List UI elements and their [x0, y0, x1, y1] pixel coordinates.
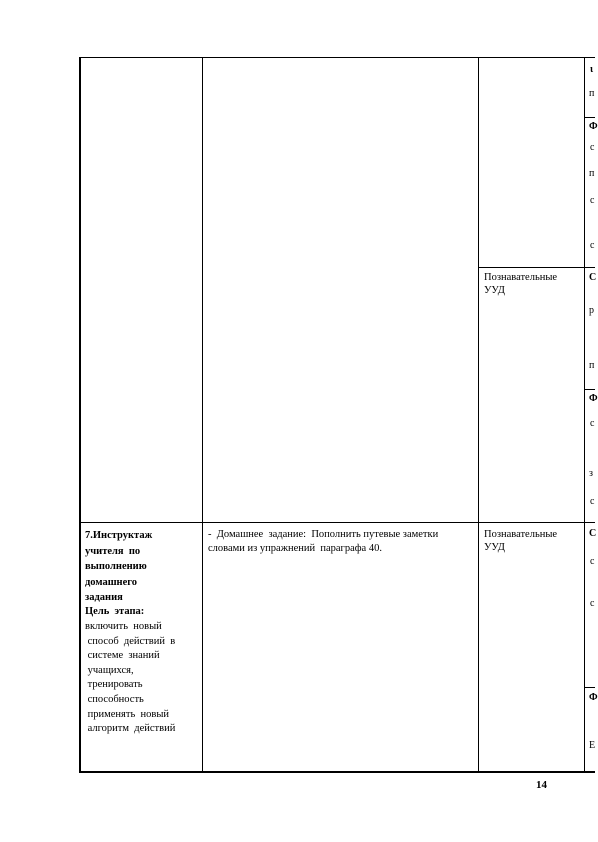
goal-text: включить новый способ действий в системе знаний учащихся, тренировать способность применять новый алгоритм действий: [85, 621, 176, 735]
cell-divider-col4-b: [584, 389, 595, 390]
goal-label: Цель этапа:: [85, 606, 145, 617]
col4-fragment: с: [590, 195, 595, 206]
col4-fragment: Ф: [589, 121, 598, 132]
stage-title: 7.Инструктаж учителя по выполнению домашнего задания: [85, 530, 153, 603]
row-divider-stage7: [79, 522, 595, 523]
column-divider-1: [202, 57, 203, 772]
col4-fragment: Ф: [589, 692, 598, 703]
cell-divider-col3: [478, 267, 595, 268]
col4-fragment: с: [590, 598, 595, 609]
table-border-top: [79, 57, 595, 58]
col4-fragment: Е: [589, 740, 596, 751]
col4-fragment: С: [589, 528, 597, 539]
col4-fragment: с: [590, 496, 595, 507]
cell-divider-col4-c: [584, 687, 595, 688]
col4-fragment: р: [589, 305, 594, 316]
col4-fragment: с: [590, 240, 595, 251]
column-divider-2: [478, 57, 479, 772]
col4-fragment: с: [590, 142, 595, 153]
teacher-activity-text: - Домашнее задание: Пополнить путевые заметки словами из упражнений параграфа 40.: [208, 529, 439, 554]
col4-fragment: п: [589, 360, 595, 371]
col4-fragment: п: [589, 168, 595, 179]
table-border-bottom: [79, 771, 595, 773]
col4-fragment: с: [590, 556, 595, 567]
col4-fragment: с: [590, 418, 595, 429]
col4-fragment: ι: [590, 64, 594, 75]
uud-label-top: Познавательные УУД: [484, 272, 558, 296]
col4-fragment: з: [589, 468, 593, 479]
page-number: 14: [536, 779, 547, 791]
cell-divider-col4-a: [584, 117, 595, 118]
column-divider-3: [584, 57, 585, 772]
col4-fragment: Ф: [589, 393, 598, 404]
table-border-left: [79, 57, 81, 772]
uud-label-stage7: Познавательные УУД: [484, 529, 558, 553]
col4-fragment: п: [589, 88, 595, 99]
col4-fragment: С: [589, 272, 597, 283]
